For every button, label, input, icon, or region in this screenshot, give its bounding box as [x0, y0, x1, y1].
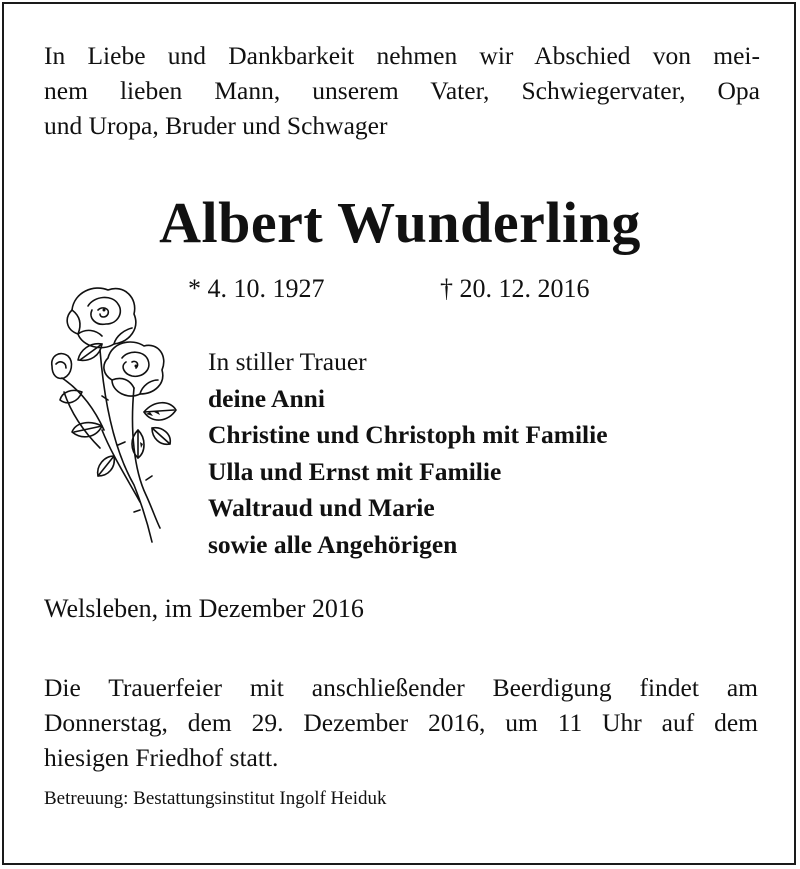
intro-text — [44, 38, 760, 143]
mourning-heading: In stiller Trauer — [208, 347, 367, 376]
ceremony-text — [44, 670, 758, 775]
ceremony-line: Donnerstag, dem 29. Dezember 2016, um 11 Uhr auf dem — [44, 708, 758, 737]
deceased-name: Albert Wunderling — [159, 190, 641, 255]
rose-icon — [42, 280, 182, 550]
mourner-name: Christine und Christoph mit Familie — [208, 420, 608, 449]
intro-line: In Liebe und Dankbarkeit nehmen wir Abschied von mei- — [44, 41, 760, 70]
mourner-name: sowie alle Angehörigen — [208, 529, 458, 559]
intro-line: und Uropa, Bruder und Schwager — [44, 111, 388, 140]
ceremony-line: hiesigen Friedhof statt. — [44, 743, 279, 772]
mourners-block — [208, 344, 608, 563]
intro-line: nem lieben Mann, unserem Vater, Schwiegervater, Opa — [44, 76, 760, 105]
funeral-home-credit: Betreuung: Bestattungsinstitut Ingolf Heiduk — [44, 788, 387, 809]
death-date: † 20. 12. 2016 — [440, 274, 590, 303]
birth-date: * 4. 10. 1927 — [188, 274, 325, 303]
mourner-name: Ulla und Ernst mit Familie — [208, 456, 502, 486]
place-date: Welsleben, im Dezember 2016 — [44, 594, 364, 623]
mourner-name: Waltraud und Marie — [208, 493, 435, 522]
ceremony-line: Die Trauerfeier mit anschließender Beerdigung findet am — [44, 673, 758, 702]
mourner-name: deine Anni — [208, 383, 325, 413]
